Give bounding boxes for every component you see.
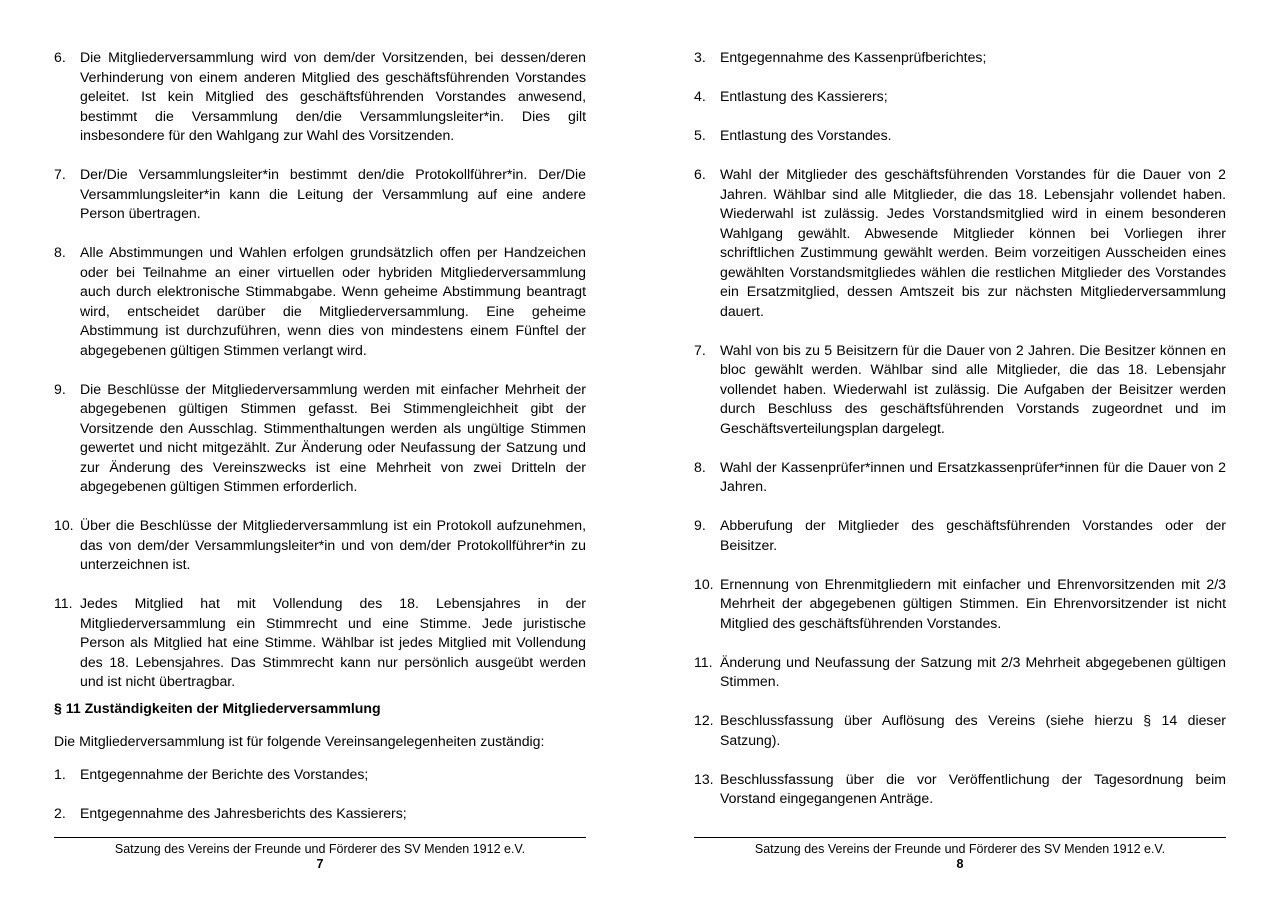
item-number: 9. <box>54 380 66 397</box>
footer-text: Satzung des Vereins der Freunde und Förderer des SV Menden 1912 e.V. <box>754 842 1166 856</box>
item-number: 1. <box>54 766 66 782</box>
item-number: 12. <box>694 712 714 728</box>
item-text: Änderung und Neufassung der Satzung mit 2/3 Mehrheit abgegebenen gültigen Stimmen. <box>720 653 1226 689</box>
item-number: 8. <box>54 244 66 260</box>
list-item <box>54 804 586 824</box>
item-text: Jedes Mitglied hat mit Vollendung des 18. Lebensjahres in der Mitgliederversammlung ein Stimmrecht und eine Stimme. Jede juristische Person als Mitglied hat eine Stimme. Wählbar ist jedes Mitglied mit Vollendung des 18. Lebensjahres. Das Stimmrecht kann nur persönlich ausgeübt werden und ist nicht übertragbar. <box>80 595 586 689</box>
footer-left <box>54 837 586 871</box>
numbered-list <box>54 48 586 692</box>
item-text: Die Mitgliederversammlung wird von dem/der Vorsitzenden, bei dessen/deren Verhinderung von einem anderen Mitglied des geschäftsführenden Vorstandes geleitet. Ist kein Mitglied des geschäftsführenden Vorstandes anwesend, bestimmt die Versammlung den/die Versammlungsleiter*in. Dies gilt insbesondere für den Wahlgang zur Wahl des Vorsitzenden. <box>80 49 586 143</box>
item-text: Entgegennahme des Kassenprüfberichtes; <box>720 49 987 65</box>
list-item <box>694 653 1226 692</box>
item-number: 8. <box>694 458 706 475</box>
item-text: Entlastung des Vorstandes. <box>720 127 892 143</box>
item-text: Ernennung von Ehrenmitgliedern mit einfacher und Ehrenvorsitzenden mit 2/3 Mehrheit der abgegebenen gültigen Stimmen. Ein Ehrenvorsitzender ist nicht Mitglied des geschäftsführenden Vorstandes. <box>720 575 1226 631</box>
item-number: 11. <box>54 595 73 611</box>
page-right <box>694 48 1226 828</box>
item-text: Über die Beschlüsse der Mitgliederversammlung ist ein Protokoll aufzunehmen, das von dem/der Versammlungsleiter*in und von dem/der Protokollführer*in zu unterzeichnen ist. <box>80 517 586 572</box>
page-number: 8 <box>956 856 964 871</box>
item-number: 2. <box>54 805 66 821</box>
list-item <box>694 341 1226 439</box>
footer-right <box>694 837 1226 871</box>
item-text: Alle Abstimmungen und Wahlen erfolgen grundsätzlich offen per Handzeichen oder bei Teilnahme an einer virtuellen oder hybriden Mitgliederversammlung auch durch elektronische Stimmabgabe. Wenn geheime Abstimmung beantragt wird, entscheidet darüber die Mitgliederversammlung. Eine geheime Abstimmung ist durchzuführen, wenn dies von mindestens einem Fünftel der abgegebenen gültigen Stimmen verlangt wird. <box>80 244 586 358</box>
list-item <box>694 575 1226 634</box>
list-item <box>694 770 1226 809</box>
footer-rule <box>54 837 586 838</box>
section-heading: § 11 Zuständigkeiten der Mitgliederversammlung <box>54 700 381 716</box>
list-item <box>694 516 1226 555</box>
item-number: 11. <box>694 653 713 670</box>
item-number: 9. <box>694 517 706 533</box>
list-item <box>694 87 1226 107</box>
item-text: Beschlussfassung über Auflösung des Vereins (siehe hierzu § 14 dieser Satzung). <box>720 712 1226 748</box>
numbered-list <box>694 48 1226 809</box>
item-number: 6. <box>54 49 66 65</box>
page-number: 7 <box>316 856 324 871</box>
section-intro: Die Mitgliederversammlung ist für folgende Vereinsangelegenheiten zuständig: <box>54 732 545 749</box>
item-text: Entgegennahme der Berichte des Vorstandes; <box>80 766 369 782</box>
item-text: Wahl der Kassenprüfer*innen und Ersatzkassenprüfer*innen für die Dauer von 2 Jahren. <box>720 458 1226 494</box>
list-item <box>694 711 1226 750</box>
item-number: 7. <box>694 341 706 358</box>
footer-rule <box>694 837 1226 838</box>
numbered-list-2 <box>54 765 586 824</box>
item-number: 3. <box>694 49 706 65</box>
item-number: 7. <box>54 166 66 182</box>
item-number: 13. <box>694 770 714 787</box>
item-number: 10. <box>694 575 714 592</box>
item-number: 4. <box>694 88 706 104</box>
item-text: Wahl der Mitglieder des geschäftsführenden Vorstandes für die Dauer von 2 Jahren. Wählbar sind alle Mitglieder, die das 18. Lebensjahr vollendet haben. Wiederwahl ist zulässig. Jedes Vorstandsmitglied wird in einem besonderen Wahlgang gewählt. Abwesende Mitglieder können bei Vorliegen ihrer schriftlichen Zustimmung gewählt werden. Beim vorzeitigen Ausscheiden eines gewählten Vorstandsmitgliedes wählen die restlichen Mitglieder des Vorstandes ein Ersatzmitglied, dessen Amtszeit bis zur nächsten Mitgliederversammlung dauert. <box>720 166 1226 319</box>
item-text: Die Beschlüsse der Mitgliederversammlung werden mit einfacher Mehrheit der abgegebenen gültigen Stimmen gefasst. Bei Stimmengleichheit gibt der Vorsitzende den Ausschlag. Stimmenthaltungen werden als ungültige Stimmen gewertet und nicht mitgezählt. Zur Änderung oder Neufassung der Satzung und zur Änderung des Vereinszwecks ist eine Mehrheit von zwei Dritteln der abgegebenen gültigen Stimmen erforderlich. <box>80 380 586 494</box>
list-item <box>54 594 586 692</box>
item-text: Abberufung der Mitglieder des geschäftsführenden Vorstandes oder der Beisitzer. <box>720 517 1226 553</box>
item-number: 6. <box>694 166 706 182</box>
item-text: Entgegennahme des Jahresberichts des Kassierers; <box>80 805 407 821</box>
item-number: 10. <box>54 517 74 533</box>
footer-text: Satzung des Vereins der Freunde und Förderer des SV Menden 1912 e.V. <box>114 842 526 856</box>
item-text: Beschlussfassung über die vor Veröffentlichung der Tagesordnung beim Vorstand eingegangenen Anträge. <box>720 770 1226 806</box>
list-item <box>54 380 586 497</box>
list-item <box>694 48 1226 68</box>
list-item <box>694 165 1226 321</box>
item-text: Entlastung des Kassierers; <box>720 88 888 104</box>
item-text: Wahl von bis zu 5 Beisitzern für die Dauer von 2 Jahren. Die Besitzer können en bloc gewählt werden. Wählbar sind alle Mitglieder, die das 18. Lebensjahr vollendet haben. Wiederwahl ist zulässig. Die Aufgaben der Beisitzer werden durch Beschluss des geschäftsführenden Vorstands zugeordnet und im Geschäftsverteilungsplan dargelegt. <box>720 341 1226 436</box>
list-item <box>694 458 1226 497</box>
page-left <box>54 48 586 843</box>
item-text: Der/Die Versammlungsleiter*in bestimmt den/die Protokollführer*in. Der/Die Versammlungsleiter*in kann die Leitung der Versammlung auf eine andere Person übertragen. <box>80 166 586 221</box>
list-item <box>54 765 586 785</box>
list-item <box>54 48 586 146</box>
item-number: 5. <box>694 127 706 143</box>
list-item <box>54 243 586 360</box>
list-item <box>54 516 586 575</box>
list-item <box>694 126 1226 146</box>
list-item <box>54 165 586 224</box>
